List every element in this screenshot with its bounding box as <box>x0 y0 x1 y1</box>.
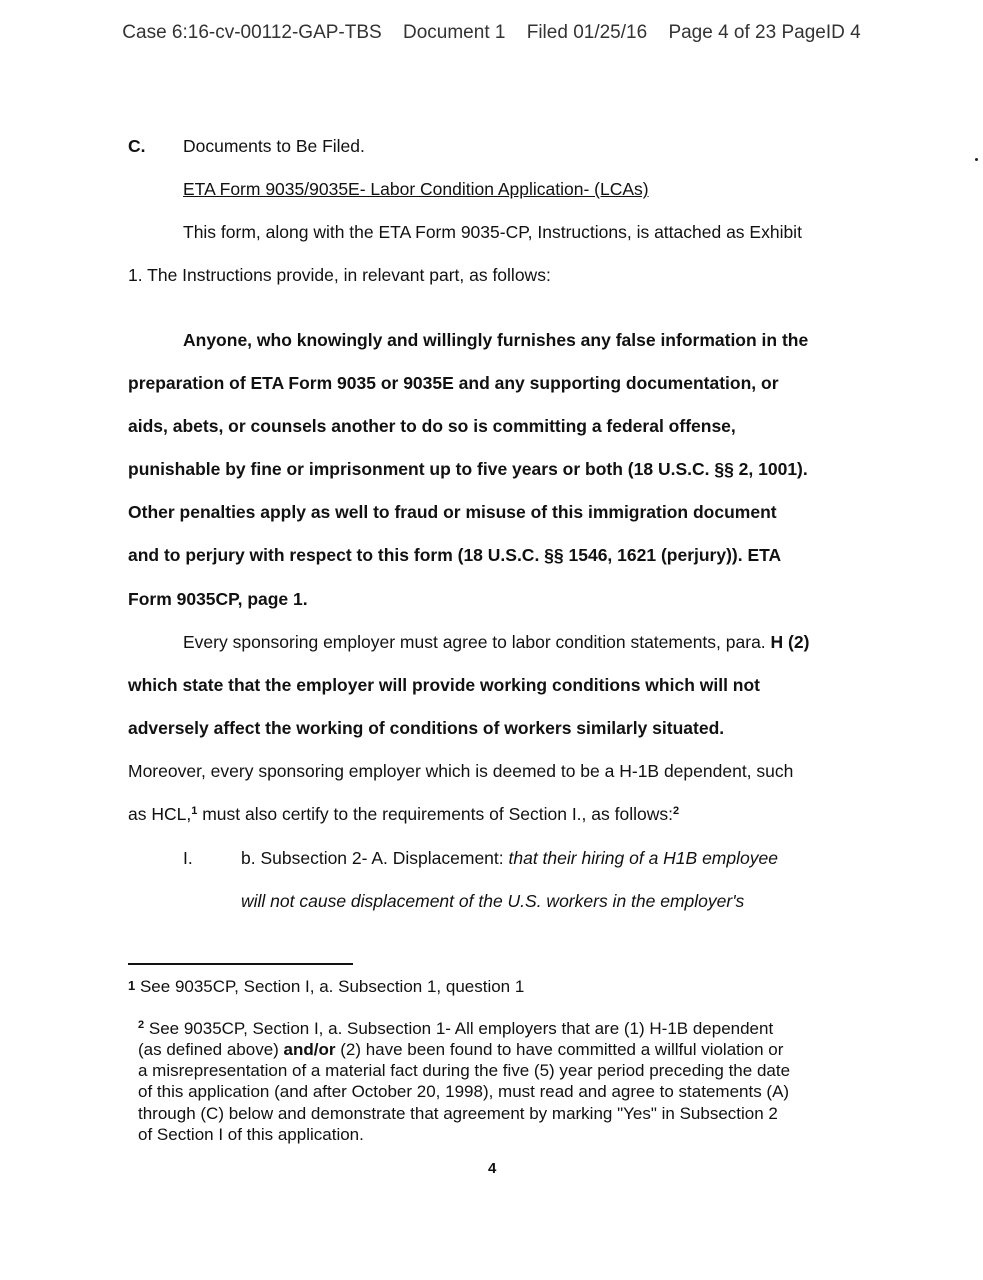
footnote-ref-2: 2 <box>672 805 680 817</box>
case-header <box>0 22 983 44</box>
filed-date: Filed 01/25/16 <box>526 22 648 43</box>
subheading: ETA Form 9035/9035E- Labor Condition Application- (LCAs) <box>183 179 649 199</box>
page-number: 4 <box>488 1160 497 1177</box>
footnote-2-line-3: a misrepresentation of a material fact during the five (5) year period preceding the date <box>138 1061 791 1080</box>
intro-line-1: This form, along with the ETA Form 9035-CP, Instructions, is attached as Exhibit <box>183 222 802 242</box>
document-number: Document 1 <box>403 22 506 43</box>
footnote-2-text-2c: (2) have been found to have committed a willful violation or <box>335 1040 784 1059</box>
para2-line-3: adversely affect the working of conditions of workers similarly situated. <box>128 718 725 738</box>
quote-line: aids, abets, or counsels another to do so is committing a federal offense, <box>128 416 736 436</box>
para2-line-2: which state that the employer will provide working conditions which will not <box>128 675 761 695</box>
footnote-2-mark: 2 <box>138 1019 145 1031</box>
footnote-divider <box>128 963 353 965</box>
footnote-2-text-2b: and/or <box>283 1040 336 1059</box>
item-italic-1: that their hiring of a H1B employee <box>508 848 778 868</box>
footnote-1-text: See 9035CP, Section I, a. Subsection 1, question 1 <box>139 977 525 996</box>
quote-line: preparation of ETA Form 9035 or 9035E and any supporting documentation, or <box>128 373 779 393</box>
item-lead: b. Subsection 2- A. Displacement: <box>241 848 509 868</box>
para2-line-1 <box>183 632 809 653</box>
page-info: Page 4 of 23 PageID 4 <box>668 22 861 43</box>
intro-line-2: 1. The Instructions provide, in relevant part, as follows: <box>128 265 551 285</box>
scan-speck <box>975 158 978 161</box>
quote-line: Other penalties apply as well to fraud or misuse of this immigration document <box>128 502 777 522</box>
item-italic-2: will not cause displacement of the U.S. workers in the employer's <box>241 891 745 911</box>
item-marker: I. <box>183 848 193 868</box>
footnote-2-line-6: of Section I of this application. <box>138 1125 364 1144</box>
footnote-1 <box>128 977 524 997</box>
para2-line-5 <box>128 804 679 825</box>
para2-line-1-text: Every sponsoring employer must agree to labor condition statements, para. <box>183 632 771 652</box>
footnote-2-text-1: See 9035CP, Section I, a. Subsection 1- All employers that are (1) H-1B dependent <box>148 1019 774 1038</box>
para2-line-5-a: as HCL, <box>128 804 192 824</box>
section-title: Documents to Be Filed. <box>183 136 365 156</box>
para2-line-5-b: must also certify to the requirements of Section I., as follows: <box>197 804 673 824</box>
quote-line: and to perjury with respect to this form (18 U.S.C. §§ 1546, 1621 (perjury)). ETA <box>128 545 782 565</box>
quote-line: Anyone, who knowingly and willingly furnishes any false information in the <box>183 330 809 350</box>
footnote-2-text-2a: (as defined above) <box>138 1040 284 1059</box>
para2-line-4: Moreover, every sponsoring employer which is deemed to be a H-1B dependent, such <box>128 761 794 781</box>
footnote-2-line-4: of this application (and after October 20, 1998), must read and agree to statements (A) <box>138 1082 790 1101</box>
footnote-1-mark: 1 <box>128 978 136 993</box>
footnote-2-line-2 <box>138 1040 783 1060</box>
section-letter: C. <box>128 136 146 156</box>
quote-line: punishable by fine or imprisonment up to five years or both (18 U.S.C. §§ 2, 1001). <box>128 459 808 479</box>
para2-line-1-ref: H (2) <box>770 632 810 652</box>
quote-line: Form 9035CP, page 1. <box>128 589 308 609</box>
item-line-1 <box>241 848 778 869</box>
footnote-ref-1: 1 <box>191 805 198 817</box>
footnote-2-line-1 <box>138 1019 773 1039</box>
footnote-2-line-5: through (C) below and demonstrate that agreement by marking "Yes" in Subsection 2 <box>138 1104 778 1123</box>
case-number: Case 6:16-cv-00112-GAP-TBS <box>122 22 382 43</box>
